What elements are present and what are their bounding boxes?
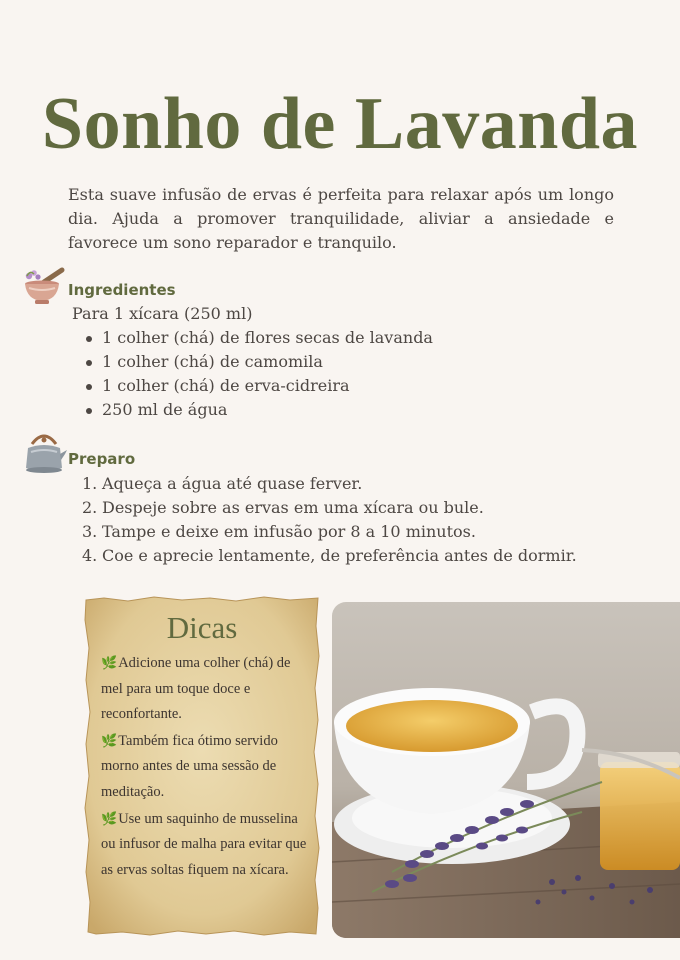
tips-list	[101, 650, 313, 883]
leaf-icon: 🌿	[101, 810, 118, 826]
tea-cup-illustration	[332, 602, 680, 938]
step-text: Despeje sobre as ervas em uma xícara ou bule.	[102, 498, 484, 517]
intro-paragraph: Esta suave infusão de ervas é perfeita para relaxar após um longo dia. Ajuda a promover tranquilidade, aliviar a ansiedade e favorece um sono reparador e tranquilo.	[68, 185, 614, 252]
mortar-pestle-icon	[20, 264, 66, 308]
tip-text: Adicione uma colher (chá) de mel para um toque doce e reconfortante.	[101, 655, 291, 723]
kettle-icon	[20, 430, 68, 476]
list-item: 1 colher (chá) de flores secas de lavanda	[82, 326, 433, 350]
step-number: 4.	[82, 546, 98, 565]
ingredients-list	[82, 326, 433, 422]
list-item	[82, 520, 577, 544]
list-item	[82, 496, 577, 520]
leaf-icon: 🌿	[101, 732, 118, 748]
step-number: 3.	[82, 522, 98, 541]
step-number: 1.	[82, 474, 98, 493]
list-item: 1 colher (chá) de erva-cidreira	[82, 374, 433, 398]
list-item: 250 ml de água	[82, 398, 433, 422]
step-text: Tampe e deixe em infusão por 8 a 10 minutos.	[102, 522, 476, 541]
list-item	[82, 472, 577, 496]
serving-size: Para 1 xícara (250 ml)	[72, 304, 253, 323]
step-number: 2.	[82, 498, 98, 517]
step-text: Coe e aprecie lentamente, de preferência antes de dormir.	[102, 546, 577, 565]
preparation-heading: Preparo	[68, 450, 136, 468]
ingredients-heading: Ingredientes	[68, 281, 176, 299]
list-item	[82, 544, 577, 568]
tea-photo	[332, 602, 680, 938]
step-text: Aqueça a água até quase ferver.	[102, 474, 363, 493]
tip-text: Use um saquinho de musselina ou infusor de malha para evitar que as ervas soltas fiquem na xícara.	[101, 810, 307, 878]
page-title: Sonho de Lavanda	[41, 83, 639, 165]
tips-title: Dicas	[166, 610, 238, 645]
list-item: 1 colher (chá) de camomila	[82, 350, 433, 374]
tip-text: Também fica ótimo servido morno antes de uma sessão de meditação.	[101, 732, 278, 800]
leaf-icon: 🌿	[101, 655, 118, 670]
tips-card	[84, 596, 320, 936]
preparation-steps	[82, 472, 577, 568]
